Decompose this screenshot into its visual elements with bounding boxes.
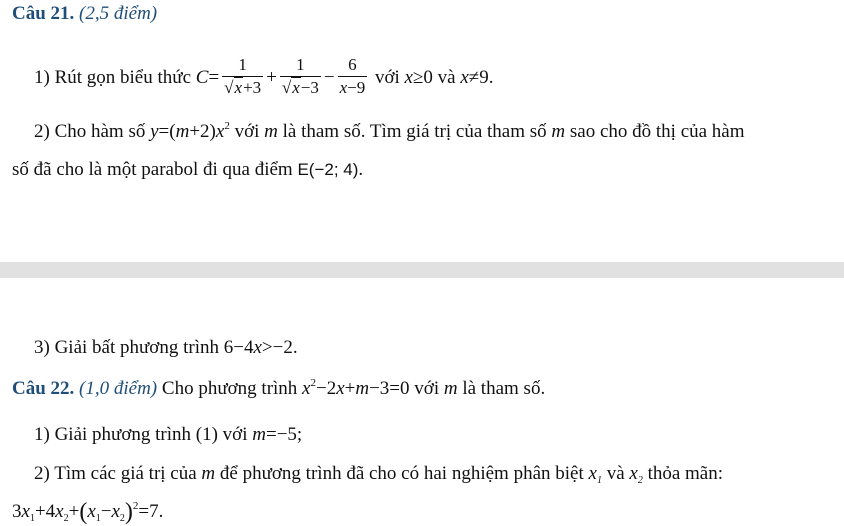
fraction-3: $\frac{6}{x-9}$ bbox=[339, 55, 366, 97]
q21-part1-with: với bbox=[374, 66, 400, 88]
q22-part1: 1) Giải phương trình (1) với m=−5; bbox=[34, 424, 303, 445]
q21-heading bbox=[12, 2, 157, 26]
q22-label: Câu 22. bbox=[12, 378, 75, 399]
q21-part1-intro: 1) Rút gọn biểu thức bbox=[34, 66, 192, 88]
point-E: E(−2; 4) bbox=[297, 160, 359, 179]
root-x1: $x_1$ bbox=[588, 463, 602, 486]
fraction-2: $\frac{1}{√x-3}$ bbox=[281, 55, 319, 97]
q22-condition bbox=[12, 500, 163, 524]
condition-2: x≠9 bbox=[460, 66, 489, 88]
condition-1: x≥0 bbox=[404, 66, 433, 88]
equation-1: $x^2-2x+m-3=0$ bbox=[302, 377, 410, 399]
expression-C: C= $\frac{1}{√x+3}$ + $\frac{1}{√x-3}$ − $\frac{6}{x-9}$ bbox=[195, 55, 366, 97]
q21-part2-line2: số đã cho là một parabol đi qua điểm E(−2; 4). bbox=[12, 159, 364, 180]
root-x2: $x_2$ bbox=[629, 463, 643, 486]
q22-part2: 2) Tìm các giá trị của m để phương trình đã cho có hai nghiệm phân biệt $x_1$ và $x_2$ thỏa mãn: bbox=[34, 463, 724, 486]
fraction-1: $\frac{1}{√x+3}$ bbox=[224, 55, 262, 97]
sqrt-icon: √x bbox=[224, 78, 243, 97]
m-value: m=−5 bbox=[252, 424, 297, 445]
q21-part1: 1) Rút gọn biểu thức C= $\frac{1}{√x+3}$ + $\frac{1}{√x-3}$ − $\frac{6}{x-9}$ với x≥0 và x≠9. bbox=[34, 55, 494, 97]
q22-points: (1,0 điểm) bbox=[79, 378, 158, 399]
condition-equation: $3x_1+4x_2+(x_1-x_2)^2=7$. bbox=[12, 499, 164, 525]
q22-heading: Câu 22. (1,0 điểm) Cho phương trình $x^2-2x+m-3=0$ với m là tham số. bbox=[12, 377, 546, 399]
q21-part2-line1: 2) Cho hàm số $y=(m+2)x^2$ với m là tham số. Tìm giá trị của tham số m sao cho đồ thị của hàm bbox=[34, 120, 745, 142]
inequality: 6−4x>−2 bbox=[223, 337, 293, 358]
sqrt-icon: √x bbox=[281, 78, 300, 97]
q21-label: Câu 21. bbox=[12, 3, 75, 24]
q21-part3: 3) Giải bất phương trình 6−4x>−2. bbox=[34, 337, 298, 358]
section-divider bbox=[0, 262, 844, 278]
function-expression: $y=(m+2)x^2$ bbox=[150, 120, 230, 142]
q21-points: (2,5 điểm) bbox=[79, 3, 158, 24]
